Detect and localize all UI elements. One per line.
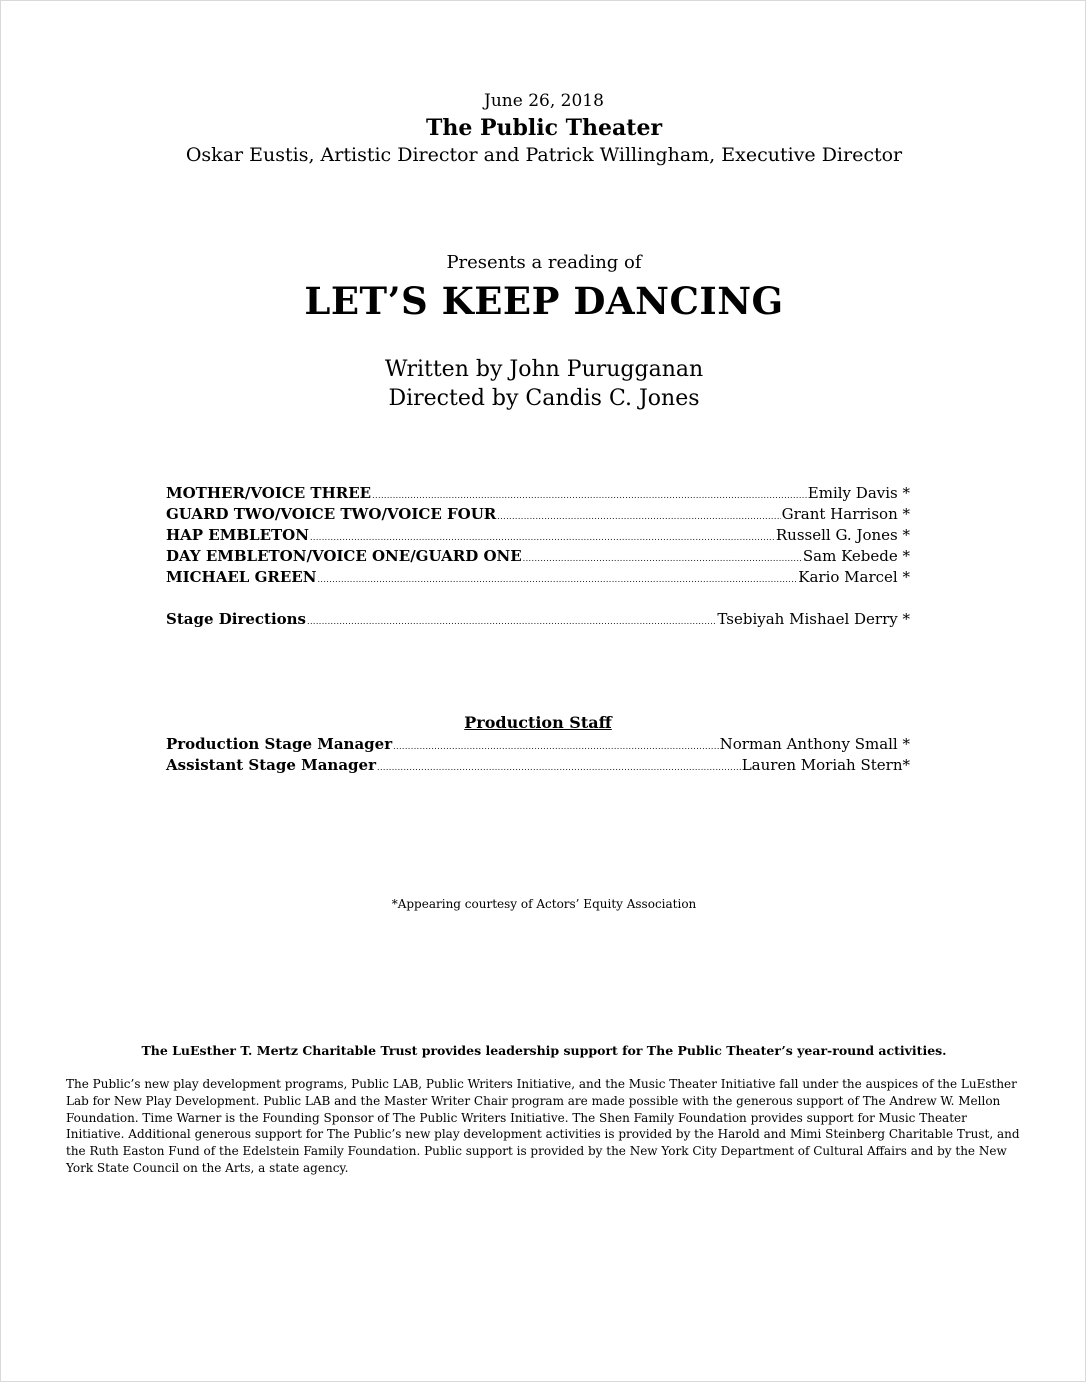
cast-role: MICHAEL GREEN — [166, 568, 317, 586]
production-staff-list — [166, 735, 910, 777]
staff-name: Lauren Moriah Stern* — [741, 756, 910, 774]
dot-leader — [307, 610, 716, 628]
staff-row — [166, 735, 910, 756]
dot-leader — [317, 568, 797, 586]
cast-role: HAP EMBLETON — [166, 526, 309, 544]
cast-actor: Russell G. Jones * — [775, 526, 910, 544]
fine-print: The Public’s new play development programs, Public LAB, Public Writers Initiative, and the Music Theater Initiative fall under the auspices of the LuEsther Lab for New Play Development. Public LAB and the Master Writer Chair program are made possible with the generous support of The Andrew W. Mellon Foundation. Time Warner is the Founding Sponsor of The Public Writers Initiative. The Shen Family Foundation provides support for Music Theater Initiative. Additional generous support for The Public’s new play development activities is provided by the Harold and Mimi Steinberg Charitable Trust, and the Ruth Easton Fund of the Edelstein Family Foundation. Public support is provided by the New York City Department of Cultural Affairs and by the New York State Council on the Arts, a state agency. — [66, 1077, 1020, 1175]
cast-actor: Sam Kebede * — [802, 547, 910, 565]
production-staff-heading: Production Staff — [464, 713, 612, 732]
cast-actor: Grant Harrison * — [781, 505, 910, 523]
cast-row — [166, 484, 910, 505]
dot-leader — [393, 735, 719, 753]
cast-role: DAY EMBLETON/VOICE ONE/GUARD ONE — [166, 547, 522, 565]
cast-actor: Tsebiyah Mishael Derry * — [717, 610, 910, 628]
cast-row — [166, 526, 910, 547]
cast-list — [166, 484, 910, 589]
staff-role: Production Stage Manager — [166, 735, 393, 753]
directed-by: Directed by Candis C. Jones — [388, 386, 700, 411]
cast-role: GUARD TWO/VOICE TWO/VOICE FOUR — [166, 505, 497, 523]
cast-row — [166, 547, 910, 568]
date: June 26, 2018 — [484, 91, 604, 111]
theater-directors: Oskar Eustis, Artistic Director and Patrick Willingham, Executive Director — [185, 144, 903, 166]
cast-row — [166, 610, 910, 631]
theater-name: The Public Theater — [425, 115, 663, 141]
cast-row — [166, 568, 910, 589]
cast-role: MOTHER/VOICE THREE — [166, 484, 372, 502]
written-by: Written by John Purugganan — [384, 357, 704, 382]
cast-actor: Kario Marcel * — [798, 568, 910, 586]
equity-courtesy-note: *Appearing courtesy of Actors’ Equity Association — [391, 897, 697, 911]
dot-leader — [497, 505, 780, 523]
dot-leader — [377, 756, 741, 774]
cast-actor: Emily Davis * — [807, 484, 910, 502]
cast-row — [166, 505, 910, 526]
mertz-support-line: The LuEsther T. Mertz Charitable Trust provides leadership support for The Public Theater’s year-round activities. — [141, 1043, 947, 1058]
dot-leader — [310, 526, 775, 544]
presents-line: Presents a reading of — [446, 252, 642, 273]
stage-directions-block — [166, 610, 910, 631]
cast-role: Stage Directions — [166, 610, 307, 628]
show-title: LET’S KEEP DANCING — [304, 279, 784, 323]
dot-leader — [372, 484, 807, 502]
dot-leader — [523, 547, 802, 565]
staff-row — [166, 756, 910, 777]
staff-name: Norman Anthony Small * — [719, 735, 910, 753]
staff-role: Assistant Stage Manager — [166, 756, 376, 774]
